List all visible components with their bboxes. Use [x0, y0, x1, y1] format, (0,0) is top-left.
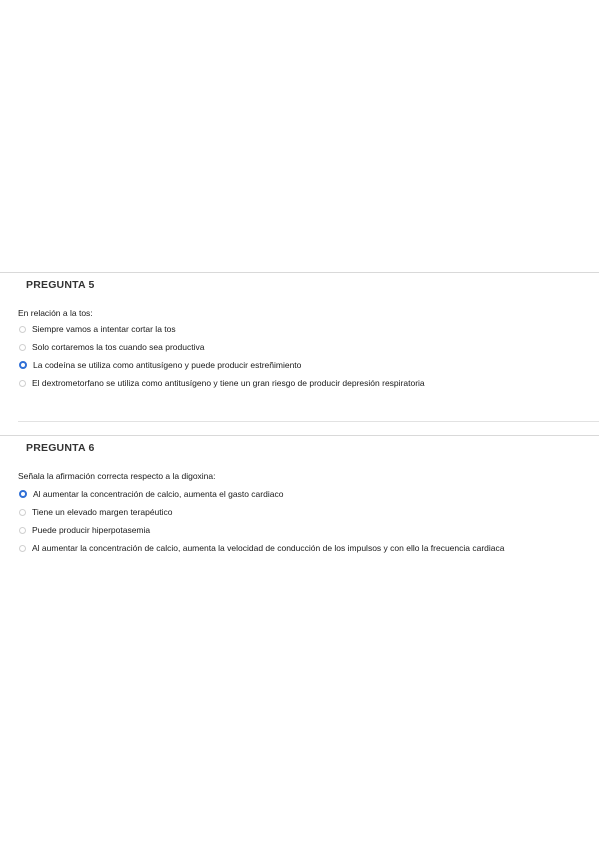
- answer-label: Siempre vamos a intentar cortar la tos: [32, 324, 176, 334]
- answer-option-q5-d[interactable]: [19, 377, 425, 389]
- radio-button[interactable]: [19, 326, 26, 333]
- radio-button-selected[interactable]: [19, 490, 27, 498]
- section-divider: [18, 421, 599, 422]
- answer-option-q6-d[interactable]: [19, 542, 505, 554]
- answer-label: Solo cortaremos la tos cuando sea productiva: [32, 342, 205, 352]
- answer-option-q5-c[interactable]: [19, 359, 301, 371]
- answer-label: La codeína se utiliza como antitusígeno y puede producir estreñimiento: [33, 360, 302, 370]
- question-prompt: Señala la afirmación correcta respecto a la digoxina:: [18, 471, 216, 481]
- question-title: PREGUNTA 5: [26, 279, 95, 291]
- answer-label: El dextrometorfano se utiliza como antitusígeno y tiene un gran riesgo de producir depresión respiratoria: [32, 378, 425, 388]
- radio-button[interactable]: [19, 527, 26, 534]
- answer-label: Puede producir hiperpotasemia: [32, 525, 151, 535]
- radio-button[interactable]: [19, 509, 26, 516]
- answer-label: Al aumentar la concentración de calcio, aumenta el gasto cardiaco: [33, 489, 284, 499]
- answer-option-q5-b[interactable]: [19, 341, 204, 353]
- answer-option-q6-c[interactable]: [19, 524, 150, 536]
- answer-option-q6-b[interactable]: [19, 506, 173, 518]
- question-title: PREGUNTA 6: [26, 442, 95, 454]
- radio-button[interactable]: [19, 545, 26, 552]
- radio-button[interactable]: [19, 344, 26, 351]
- answer-option-q6-a[interactable]: [19, 488, 283, 500]
- question-5: [0, 272, 599, 388]
- question-6: [0, 435, 599, 553]
- answer-label: Al aumentar la concentración de calcio, aumenta la velocidad de conducción de los impulsos y con ello la frecuencia cardiaca: [32, 543, 505, 553]
- radio-button[interactable]: [19, 380, 26, 387]
- answer-label: Tiene un elevado margen terapéutico: [32, 507, 173, 517]
- radio-button-selected[interactable]: [19, 361, 27, 369]
- answer-option-q5-a[interactable]: [19, 323, 176, 335]
- question-prompt: En relación a la tos:: [18, 308, 93, 318]
